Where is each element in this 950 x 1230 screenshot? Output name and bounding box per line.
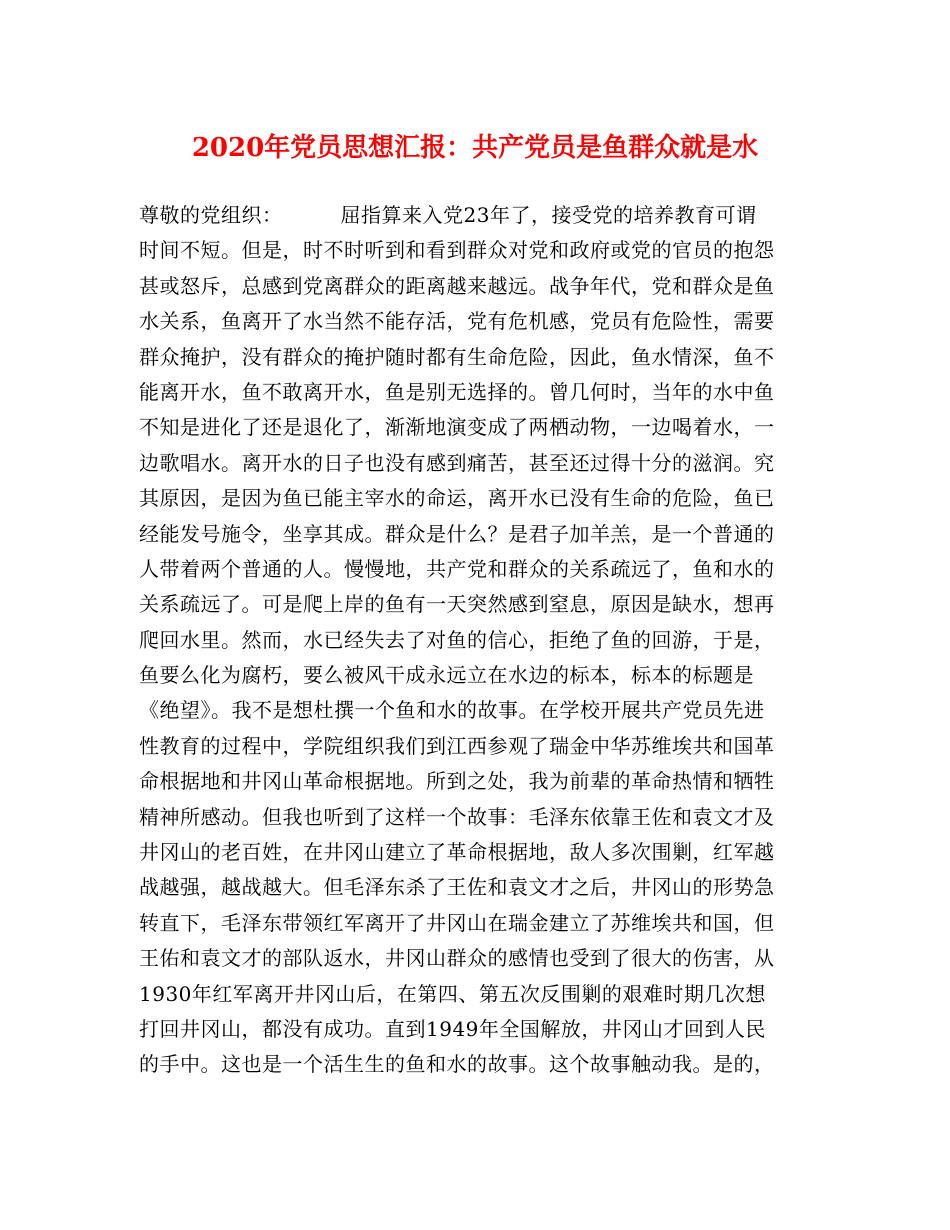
body-line: 命根据地和井冈山革命根据地。所到之处，我为前辈的革命热情和牺牲	[139, 769, 775, 794]
body-line: 时间不短。但是，时不时听到和看到群众对党和政府或党的官员的抱怨	[139, 238, 775, 263]
salutation: 尊敬的党组织：	[139, 203, 283, 227]
body-line: 井冈山的老百姓，在井冈山建立了革命根据地，敌人多次围剿，红军越	[139, 840, 775, 865]
body-line: 经能发号施令，坐享其成。群众是什么？是君子加羊羔，是一个普通的	[139, 521, 775, 546]
document-body	[139, 198, 819, 1083]
body-line: 转直下，毛泽东带领红军离开了井冈山在瑞金建立了苏维埃共和国，但	[139, 910, 775, 935]
document-title: 2020年党员思想汇报：共产党员是鱼群众就是水	[191, 133, 759, 163]
body-line: 鱼要么化为腐朽，要么被风干成永远立在水边的标本，标本的标题是	[139, 663, 754, 688]
body-line: 边歌唱水。离开水的日子也没有感到痛苦，甚至还过得十分的滋润。究	[139, 450, 775, 475]
body-line: 爬回水里。然而，水已经失去了对鱼的信心，拒绝了鱼的回游，于是，	[139, 627, 775, 652]
body-line: 打回井冈山，都没有成功。直到1949年全国解放，井冈山才回到人民	[139, 1016, 766, 1041]
body-line: 性教育的过程中，学院组织我们到江西参观了瑞金中华苏维埃共和国革	[139, 733, 775, 758]
body-line: 甚或怒斥，总感到党离群众的距离越来越远。战争年代，党和群众是鱼	[139, 273, 775, 298]
body-line: 群众掩护，没有群众的掩护随时都有生命危险，因此，鱼水情深，鱼不	[139, 344, 775, 369]
body-line: 战越强，越战越大。但毛泽东杀了王佐和袁文才之后，井冈山的形势急	[139, 875, 775, 900]
body-line: 的手中。这也是一个活生生的鱼和水的故事。这个故事触动我。是的，	[139, 1052, 775, 1077]
body-line: 水关系，鱼离开了水当然不能存活，党有危机感，党员有危险性，需要	[139, 309, 775, 334]
first-line-text: 屈指算来入党23年了，接受党的培养教育可谓	[340, 203, 757, 227]
body-line: 1930年红军离开井冈山后，在第四、第五次反围剿的艰难时期几次想	[139, 981, 766, 1006]
body-line: 人带着两个普通的人。慢慢地，共产党和群众的关系疏远了，鱼和水的	[139, 556, 775, 581]
body-line: 精神所感动。但我也听到了这样一个故事：毛泽东依靠王佐和袁文才及	[139, 804, 775, 829]
body-line: 其原因，是因为鱼已能主宰水的命运，离开水已没有生命的危险，鱼已	[139, 486, 775, 511]
body-line: 关系疏远了。可是爬上岸的鱼有一天突然感到窒息，原因是缺水，想再	[139, 592, 775, 617]
body-line: 不知是进化了还是退化了，渐渐地演变成了两栖动物，一边喝着水，一	[139, 415, 775, 440]
body-line: 王佑和袁文才的部队返水，井冈山群众的感情也受到了很大的伤害，从	[139, 946, 775, 971]
body-line-first	[139, 198, 819, 233]
body-line: 《绝望》。我不是想杜撰一个鱼和水的故事。在学校开展共产党员先进	[139, 698, 765, 723]
body-line: 能离开水，鱼不敢离开水，鱼是别无选择的。曾几何时，当年的水中鱼	[139, 379, 775, 404]
